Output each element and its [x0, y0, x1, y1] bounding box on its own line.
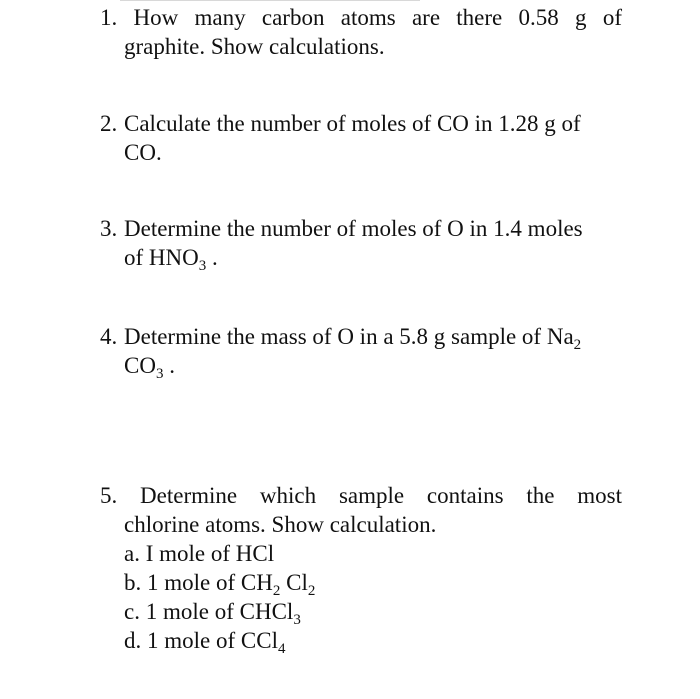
question-3-text: Determine the number of moles of O in 1.4 moles [124, 216, 583, 241]
question-1 [100, 3, 622, 61]
option-d [100, 626, 622, 655]
question-3-period: . [206, 245, 218, 270]
question-1-word: carbon [261, 5, 325, 30]
question-1-word: 0.58 [518, 5, 559, 30]
question-5-word: which [259, 483, 317, 508]
question-4-formula-subscript-2: 3 [155, 366, 164, 382]
question-1-word: How [133, 5, 179, 30]
question-2 [100, 109, 622, 167]
option-b [100, 568, 622, 597]
option-b-label: b. [124, 570, 147, 595]
question-5-line-2: chlorine atoms. Show calculation. [124, 512, 437, 537]
question-5-word: the [526, 483, 555, 508]
option-c-label: c. [124, 599, 146, 624]
question-3 [100, 214, 622, 272]
option-a-label: a. [124, 541, 146, 566]
option-c [100, 597, 622, 626]
option-a-text: I mole of HCl [145, 541, 275, 566]
question-5-word: sample [338, 483, 405, 508]
option-c-subscript: 3 [293, 612, 301, 628]
option-d-text: 1 mole of CCl [147, 628, 278, 653]
question-4-number: 4. [100, 324, 118, 349]
question-4-line-2 [100, 351, 622, 380]
question-1-word: are [411, 5, 441, 30]
option-d-subscript: 4 [277, 641, 286, 657]
question-5-word: Determine [140, 483, 238, 508]
question-5-number: 5. [100, 483, 118, 508]
question-2-number: 2. [100, 111, 118, 136]
question-5-word: contains [426, 483, 504, 508]
option-d-label: d. [124, 628, 147, 653]
question-4-period: . [163, 353, 175, 378]
question-3-line-2 [100, 243, 622, 272]
question-4-formula: CO [124, 353, 156, 378]
question-1-word: g [575, 5, 587, 30]
option-b-subscript-2: 2 [307, 583, 316, 599]
question-4 [100, 322, 622, 380]
question-5-word: most [577, 483, 622, 508]
question-4-text: Determine the mass of O in a 5.8 g sample of Na [124, 324, 574, 349]
question-1-number: 1. [100, 5, 118, 30]
question-1-line-1 [100, 3, 622, 32]
question-5-line-1 [100, 481, 622, 510]
question-3-formula-subscript: 3 [198, 258, 207, 274]
question-3-formula: of HNO [124, 245, 199, 270]
option-c-text: 1 mole of CHCl [145, 599, 294, 624]
option-b-text: 1 mole of CH [147, 570, 273, 595]
question-1-word: atoms [340, 5, 396, 30]
question-2-line-2: CO. [124, 140, 162, 165]
question-2-text: Calculate the number of moles of CO in 1.28 g of [124, 111, 581, 136]
top-divider [120, 0, 420, 1]
question-1-word: of [602, 5, 622, 30]
option-b-text-2: Cl [280, 570, 308, 595]
question-3-line-1 [100, 214, 622, 243]
option-a [100, 539, 622, 568]
option-b-subscript-1: 2 [272, 583, 281, 599]
question-2-line-1 [100, 109, 622, 138]
question-4-line-1 [100, 322, 622, 351]
question-1-word: many [194, 5, 246, 30]
question-3-number: 3. [100, 216, 118, 241]
question-1-line-2: graphite. Show calculations. [124, 34, 385, 59]
question-4-formula-subscript: 2 [573, 337, 582, 353]
question-1-word: there [456, 5, 503, 30]
question-5 [100, 481, 622, 655]
